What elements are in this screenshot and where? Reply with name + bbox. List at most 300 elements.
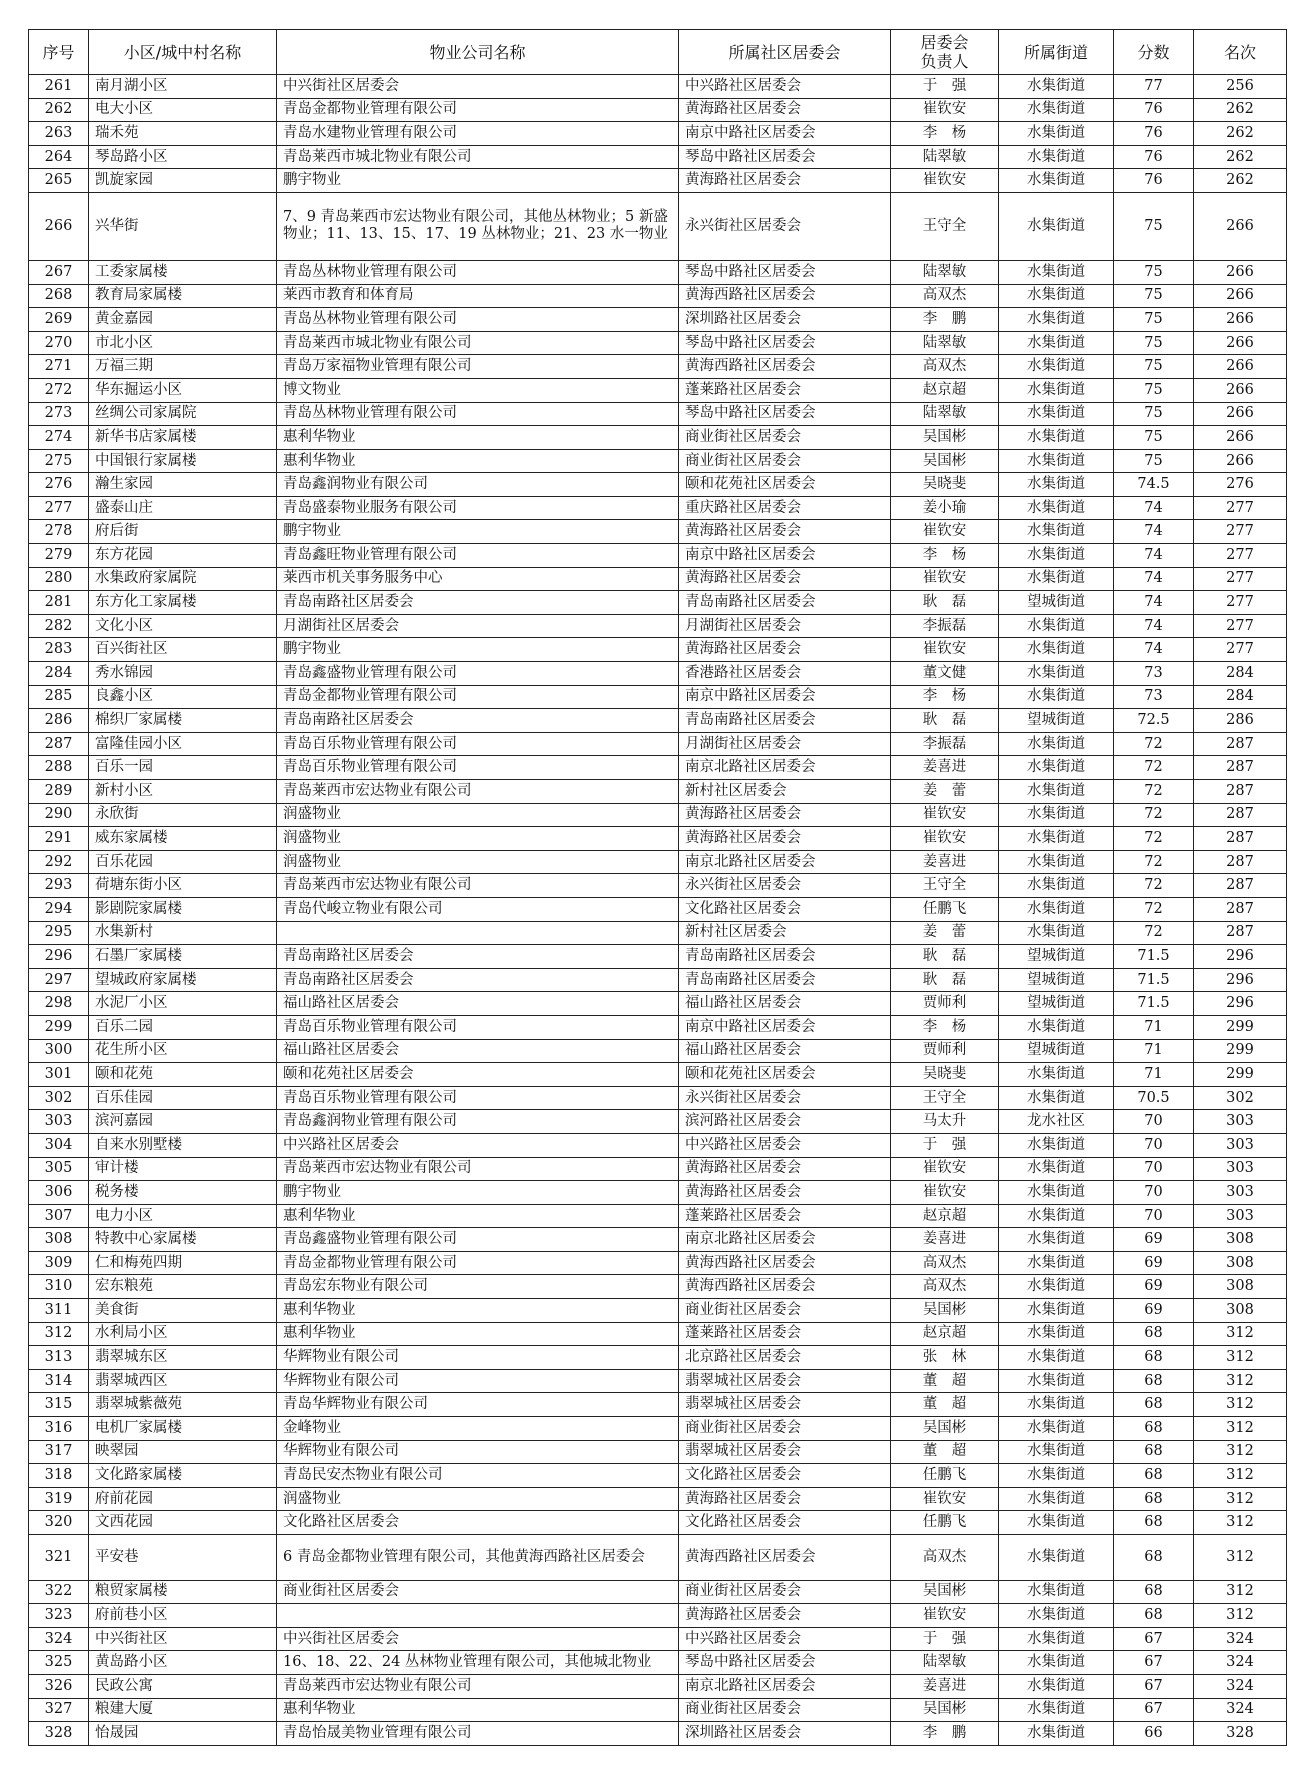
cell-community: 翡翠城紫薇苑 [89,1393,277,1417]
cell-score: 74 [1114,496,1194,520]
cell-committee-head: 陆翠敏 [891,145,999,169]
cell-residents-committee: 翡翠城社区居委会 [679,1369,891,1393]
cell-property-company: 月湖街社区居委会 [277,614,679,638]
cell-subdistrict: 水集街道 [999,567,1114,591]
cell-residents-committee: 蓬莱路社区居委会 [679,1322,891,1346]
cell-community: 滨河嘉园 [89,1110,277,1134]
cell-property-company: 润盛物业 [277,803,679,827]
cell-committee-head: 崔钦安 [891,1157,999,1181]
cell-score: 77 [1114,75,1194,99]
cell-community: 宏东粮苑 [89,1275,277,1299]
cell-property-company: 福山路社区居委会 [277,992,679,1016]
cell-residents-committee: 黄海路社区居委会 [679,1181,891,1205]
cell-index: 283 [29,638,89,662]
table-row [29,1722,1287,1746]
cell-rank: 303 [1194,1110,1287,1134]
cell-subdistrict: 水集街道 [999,331,1114,355]
cell-community: 盛泰山庄 [89,496,277,520]
table-row [29,827,1287,851]
cell-score: 70 [1114,1157,1194,1181]
cell-community: 电大小区 [89,98,277,122]
table-row [29,1181,1287,1205]
cell-rank: 276 [1194,473,1287,497]
cell-subdistrict: 水集街道 [999,614,1114,638]
cell-residents-committee: 黄海路社区居委会 [679,803,891,827]
cell-index: 289 [29,780,89,804]
cell-index: 290 [29,803,89,827]
table-row [29,1417,1287,1441]
cell-residents-committee: 南京中路社区居委会 [679,122,891,146]
cell-property-company: 青岛南路社区居委会 [277,709,679,733]
cell-residents-committee: 文化路社区居委会 [679,897,891,921]
cell-index: 318 [29,1464,89,1488]
cell-community: 万福三期 [89,355,277,379]
table-row [29,992,1287,1016]
table-row [29,1322,1287,1346]
cell-subdistrict: 水集街道 [999,1464,1114,1488]
cell-index: 321 [29,1535,89,1581]
table-row [29,169,1287,193]
cell-community: 美食街 [89,1299,277,1323]
cell-committee-head: 任鹏飞 [891,1464,999,1488]
cell-residents-committee: 中兴路社区居委会 [679,1627,891,1651]
cell-score: 68 [1114,1322,1194,1346]
table-row [29,1393,1287,1417]
cell-property-company: 鹏宇物业 [277,638,679,662]
cell-index: 326 [29,1675,89,1699]
cell-subdistrict: 水集街道 [999,1181,1114,1205]
cell-property-company: 青岛南路社区居委会 [277,591,679,615]
cell-property-company: 惠利华物业 [277,1204,679,1228]
cell-property-company: 青岛鑫润物业管理有限公司 [277,1110,679,1134]
cell-residents-committee: 黄海西路社区居委会 [679,1275,891,1299]
table-row [29,921,1287,945]
cell-committee-head: 耿 磊 [891,709,999,733]
cell-community: 中国银行家属楼 [89,449,277,473]
cell-residents-committee: 新村社区居委会 [679,921,891,945]
cell-score: 75 [1114,426,1194,450]
cell-residents-committee: 翡翠城社区居委会 [679,1393,891,1417]
cell-community: 良鑫小区 [89,685,277,709]
cell-score: 71.5 [1114,968,1194,992]
cell-residents-committee: 青岛南路社区居委会 [679,591,891,615]
cell-residents-committee: 南京北路社区居委会 [679,1675,891,1699]
cell-community: 水利局小区 [89,1322,277,1346]
cell-index: 325 [29,1651,89,1675]
cell-subdistrict: 水集街道 [999,1627,1114,1651]
cell-property-company: 青岛南路社区居委会 [277,968,679,992]
cell-score: 68 [1114,1346,1194,1370]
cell-residents-committee: 琴岛中路社区居委会 [679,145,891,169]
cell-property-company: 中兴街社区居委会 [277,1627,679,1651]
cell-community: 仁和梅苑四期 [89,1251,277,1275]
cell-property-company: 惠利华物业 [277,449,679,473]
cell-rank: 286 [1194,709,1287,733]
cell-committee-head: 陆翠敏 [891,260,999,284]
cell-committee-head: 李振磊 [891,732,999,756]
cell-subdistrict: 水集街道 [999,1275,1114,1299]
cell-committee-head: 姜喜进 [891,756,999,780]
ranking-table [28,29,1287,1746]
cell-property-company: 惠利华物业 [277,1322,679,1346]
table-row [29,308,1287,332]
cell-rank: 277 [1194,638,1287,662]
table-row [29,780,1287,804]
cell-committee-head: 董 超 [891,1440,999,1464]
cell-committee-head: 崔钦安 [891,1181,999,1205]
cell-subdistrict: 水集街道 [999,732,1114,756]
cell-residents-committee: 福山路社区居委会 [679,992,891,1016]
cell-community: 秀水锦园 [89,662,277,686]
cell-subdistrict: 水集街道 [999,473,1114,497]
cell-index: 274 [29,426,89,450]
cell-property-company: 华辉物业有限公司 [277,1346,679,1370]
cell-residents-committee: 月湖街社区居委会 [679,614,891,638]
cell-rank: 266 [1194,308,1287,332]
cell-rank: 299 [1194,1039,1287,1063]
cell-property-company: 青岛莱西市宏达物业有限公司 [277,1157,679,1181]
cell-rank: 308 [1194,1275,1287,1299]
cell-committee-head: 李振磊 [891,614,999,638]
cell-residents-committee: 青岛南路社区居委会 [679,709,891,733]
table-row [29,1440,1287,1464]
cell-committee-head: 姜小瑜 [891,496,999,520]
cell-index: 312 [29,1322,89,1346]
cell-index: 275 [29,449,89,473]
cell-rank: 312 [1194,1580,1287,1604]
table-row [29,544,1287,568]
cell-community: 翡翠城西区 [89,1369,277,1393]
cell-subdistrict: 水集街道 [999,449,1114,473]
cell-committee-head: 李 杨 [891,122,999,146]
cell-committee-head: 吴国彬 [891,1580,999,1604]
table-row [29,614,1287,638]
cell-rank: 266 [1194,355,1287,379]
cell-index: 264 [29,145,89,169]
cell-community: 石墨厂家属楼 [89,945,277,969]
cell-community: 府后街 [89,520,277,544]
cell-community: 特教中心家属楼 [89,1228,277,1252]
cell-committee-head: 陆翠敏 [891,402,999,426]
cell-property-company: 7、9 青岛莱西市宏达物业有限公司，其他丛林物业；5 新盛物业；11、13、15、17、19 丛林物业；21、23 水一物业 [277,192,679,260]
table-row [29,874,1287,898]
cell-property-company: 青岛盛泰物业服务有限公司 [277,496,679,520]
cell-score: 69 [1114,1228,1194,1252]
cell-score: 75 [1114,355,1194,379]
table-row [29,1346,1287,1370]
cell-property-company: 青岛万家福物业管理有限公司 [277,355,679,379]
cell-subdistrict: 水集街道 [999,1157,1114,1181]
cell-rank: 299 [1194,1015,1287,1039]
cell-community: 税务楼 [89,1181,277,1205]
cell-property-company: 青岛鑫盛物业管理有限公司 [277,1228,679,1252]
table-row [29,1015,1287,1039]
cell-rank: 312 [1194,1535,1287,1581]
col-header-residents-committee: 所属社区居委会 [679,30,891,75]
cell-subdistrict: 水集街道 [999,1299,1114,1323]
cell-residents-committee: 黄海路社区居委会 [679,169,891,193]
cell-committee-head: 耿 磊 [891,591,999,615]
table-row [29,709,1287,733]
cell-residents-committee: 永兴街社区居委会 [679,874,891,898]
cell-index: 295 [29,921,89,945]
cell-subdistrict: 水集街道 [999,169,1114,193]
cell-property-company: 青岛金都物业管理有限公司 [277,685,679,709]
cell-index: 313 [29,1346,89,1370]
cell-committee-head: 李 鹏 [891,308,999,332]
cell-index: 293 [29,874,89,898]
table-row [29,520,1287,544]
cell-residents-committee: 黄海西路社区居委会 [679,1251,891,1275]
cell-committee-head: 高双杰 [891,1251,999,1275]
cell-score: 72 [1114,897,1194,921]
cell-committee-head: 李 杨 [891,1015,999,1039]
cell-property-company: 润盛物业 [277,850,679,874]
cell-rank: 262 [1194,122,1287,146]
cell-residents-committee: 黄海路社区居委会 [679,1157,891,1181]
cell-community: 琴岛路小区 [89,145,277,169]
cell-subdistrict: 水集街道 [999,1346,1114,1370]
cell-subdistrict: 望城街道 [999,945,1114,969]
cell-community: 瀚生家园 [89,473,277,497]
cell-subdistrict: 水集街道 [999,284,1114,308]
cell-subdistrict: 水集街道 [999,98,1114,122]
cell-property-company: 青岛代峻立物业有限公司 [277,897,679,921]
cell-score: 75 [1114,449,1194,473]
cell-rank: 303 [1194,1204,1287,1228]
cell-subdistrict: 水集街道 [999,426,1114,450]
cell-subdistrict: 水集街道 [999,1675,1114,1699]
cell-community: 自来水别墅楼 [89,1133,277,1157]
cell-score: 68 [1114,1440,1194,1464]
cell-score: 71.5 [1114,992,1194,1016]
cell-index: 282 [29,614,89,638]
cell-committee-head: 吴国彬 [891,1417,999,1441]
cell-committee-head: 李 杨 [891,544,999,568]
cell-property-company: 青岛民安杰物业有限公司 [277,1464,679,1488]
cell-property-company: 青岛鑫旺物业管理有限公司 [277,544,679,568]
cell-residents-committee: 黄海路社区居委会 [679,520,891,544]
cell-residents-committee: 颐和花苑社区居委会 [679,473,891,497]
cell-property-company: 华辉物业有限公司 [277,1440,679,1464]
cell-community: 平安巷 [89,1535,277,1581]
cell-committee-head: 崔钦安 [891,803,999,827]
cell-index: 262 [29,98,89,122]
table-row [29,1627,1287,1651]
cell-subdistrict: 望城街道 [999,709,1114,733]
cell-community: 东方花园 [89,544,277,568]
cell-property-company: 鹏宇物业 [277,1181,679,1205]
cell-property-company: 青岛鑫盛物业管理有限公司 [277,662,679,686]
cell-index: 308 [29,1228,89,1252]
cell-subdistrict: 水集街道 [999,803,1114,827]
table-row [29,496,1287,520]
cell-index: 270 [29,331,89,355]
cell-index: 297 [29,968,89,992]
table-row [29,1039,1287,1063]
cell-community: 中兴街社区 [89,1627,277,1651]
cell-score: 68 [1114,1604,1194,1628]
cell-committee-head: 张 林 [891,1346,999,1370]
cell-subdistrict: 水集街道 [999,1722,1114,1746]
cell-property-company: 青岛百乐物业管理有限公司 [277,1015,679,1039]
cell-rank: 277 [1194,567,1287,591]
cell-rank: 308 [1194,1299,1287,1323]
cell-rank: 312 [1194,1322,1287,1346]
cell-community: 兴华街 [89,192,277,260]
cell-subdistrict: 水集街道 [999,1251,1114,1275]
cell-committee-head: 董文健 [891,662,999,686]
table-row [29,378,1287,402]
cell-score: 70 [1114,1204,1194,1228]
col-header-property-company: 物业公司名称 [277,30,679,75]
table-row [29,1204,1287,1228]
cell-score: 73 [1114,685,1194,709]
cell-rank: 266 [1194,331,1287,355]
cell-community: 百兴街社区 [89,638,277,662]
table-row [29,945,1287,969]
cell-subdistrict: 水集街道 [999,1698,1114,1722]
cell-property-company: 惠利华物业 [277,1698,679,1722]
cell-subdistrict: 水集街道 [999,921,1114,945]
cell-subdistrict: 水集街道 [999,544,1114,568]
cell-residents-committee: 商业街社区居委会 [679,1417,891,1441]
cell-property-company: 青岛金都物业管理有限公司 [277,98,679,122]
cell-rank: 256 [1194,75,1287,99]
cell-committee-head: 王守全 [891,192,999,260]
cell-score: 75 [1114,378,1194,402]
cell-committee-head: 崔钦安 [891,1604,999,1628]
cell-score: 71 [1114,1063,1194,1087]
cell-committee-head: 吴晓斐 [891,473,999,497]
cell-index: 310 [29,1275,89,1299]
cell-community: 丝绸公司家属院 [89,402,277,426]
cell-index: 266 [29,192,89,260]
cell-score: 74.5 [1114,473,1194,497]
cell-residents-committee: 黄海西路社区居委会 [679,355,891,379]
cell-rank: 324 [1194,1651,1287,1675]
cell-score: 74 [1114,591,1194,615]
cell-score: 67 [1114,1651,1194,1675]
cell-score: 72 [1114,780,1194,804]
cell-residents-committee: 商业街社区居委会 [679,1580,891,1604]
cell-community: 望城政府家属楼 [89,968,277,992]
cell-property-company: 鹏宇物业 [277,520,679,544]
cell-score: 68 [1114,1393,1194,1417]
cell-committee-head: 姜 蕾 [891,921,999,945]
col-header-index: 序号 [29,30,89,75]
cell-score: 72 [1114,756,1194,780]
cell-index: 294 [29,897,89,921]
cell-subdistrict: 水集街道 [999,756,1114,780]
cell-committee-head: 吴国彬 [891,1299,999,1323]
cell-subdistrict: 水集街道 [999,850,1114,874]
cell-index: 261 [29,75,89,99]
cell-subdistrict: 望城街道 [999,591,1114,615]
cell-community: 怡晟园 [89,1722,277,1746]
table-row [29,402,1287,426]
cell-rank: 262 [1194,98,1287,122]
table-row [29,1110,1287,1134]
cell-index: 314 [29,1369,89,1393]
cell-score: 76 [1114,145,1194,169]
cell-index: 322 [29,1580,89,1604]
cell-score: 68 [1114,1511,1194,1535]
cell-rank: 312 [1194,1487,1287,1511]
cell-property-company [277,1604,679,1628]
cell-subdistrict: 水集街道 [999,520,1114,544]
cell-residents-committee: 琴岛中路社区居委会 [679,402,891,426]
cell-score: 70.5 [1114,1086,1194,1110]
cell-committee-head: 崔钦安 [891,169,999,193]
cell-residents-committee: 黄海路社区居委会 [679,567,891,591]
cell-residents-committee: 琴岛中路社区居委会 [679,1651,891,1675]
cell-subdistrict: 水集街道 [999,1511,1114,1535]
cell-subdistrict: 水集街道 [999,378,1114,402]
cell-rank: 312 [1194,1464,1287,1488]
cell-subdistrict: 水集街道 [999,1580,1114,1604]
cell-subdistrict: 水集街道 [999,1535,1114,1581]
cell-community: 府前巷小区 [89,1604,277,1628]
cell-index: 287 [29,732,89,756]
cell-community: 凯旋家园 [89,169,277,193]
cell-residents-committee: 文化路社区居委会 [679,1511,891,1535]
cell-community: 粮建大厦 [89,1698,277,1722]
cell-community: 民政公寓 [89,1675,277,1699]
cell-score: 66 [1114,1722,1194,1746]
cell-property-company: 惠利华物业 [277,1299,679,1323]
cell-subdistrict: 水集街道 [999,1133,1114,1157]
table-row [29,968,1287,992]
cell-community: 永欣街 [89,803,277,827]
cell-community: 电力小区 [89,1204,277,1228]
cell-community: 黄金嘉园 [89,308,277,332]
cell-index: 298 [29,992,89,1016]
cell-community: 百乐二园 [89,1015,277,1039]
cell-subdistrict: 水集街道 [999,1204,1114,1228]
cell-index: 316 [29,1417,89,1441]
cell-rank: 308 [1194,1251,1287,1275]
cell-score: 69 [1114,1299,1194,1323]
cell-residents-committee: 商业街社区居委会 [679,1698,891,1722]
cell-subdistrict: 水集街道 [999,685,1114,709]
cell-score: 76 [1114,122,1194,146]
cell-score: 75 [1114,402,1194,426]
cell-subdistrict: 水集街道 [999,1086,1114,1110]
cell-committee-head: 赵京超 [891,1204,999,1228]
table-row [29,662,1287,686]
table-row [29,1675,1287,1699]
cell-index: 285 [29,685,89,709]
table-row [29,1487,1287,1511]
cell-subdistrict: 望城街道 [999,1039,1114,1063]
cell-committee-head: 董 超 [891,1369,999,1393]
cell-subdistrict: 龙水社区 [999,1110,1114,1134]
cell-committee-head: 高双杰 [891,284,999,308]
table-row [29,567,1287,591]
cell-residents-committee: 中兴路社区居委会 [679,75,891,99]
header-row [29,30,1287,75]
cell-property-company: 青岛金都物业管理有限公司 [277,1251,679,1275]
cell-property-company: 润盛物业 [277,827,679,851]
cell-score: 74 [1114,544,1194,568]
cell-subdistrict: 水集街道 [999,260,1114,284]
cell-community: 市北小区 [89,331,277,355]
table-row [29,850,1287,874]
cell-property-company: 青岛莱西市宏达物业有限公司 [277,780,679,804]
cell-subdistrict: 水集街道 [999,1487,1114,1511]
table-row [29,1275,1287,1299]
